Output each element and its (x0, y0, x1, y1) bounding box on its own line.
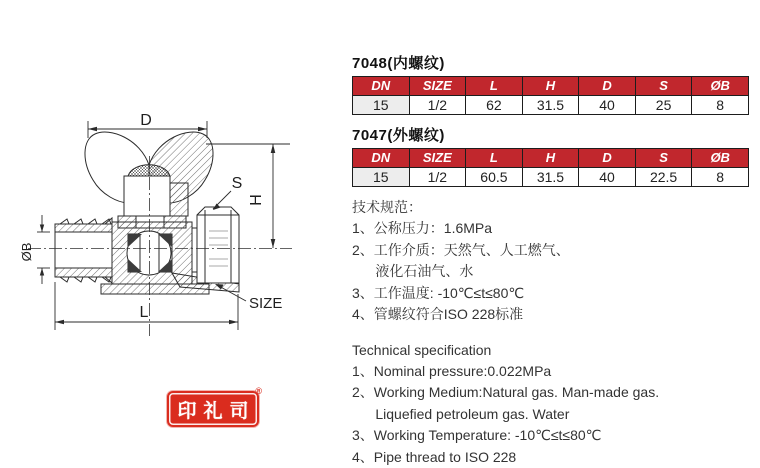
col-header-ob: ØB (692, 77, 749, 96)
col-header-s: S (635, 77, 692, 96)
cell-l: 62 (466, 96, 523, 115)
company-stamp (167, 391, 259, 427)
col-header-d: D (579, 149, 636, 168)
col-header-dn: DN (353, 77, 410, 96)
cell-d: 40 (579, 96, 636, 115)
cell-ob: 8 (692, 168, 749, 187)
dim-label-h: H (248, 194, 265, 206)
spec-section-chinese (352, 197, 749, 326)
cell-dn: 15 (353, 168, 410, 187)
cell-h: 31.5 (522, 168, 579, 187)
table-data-row (353, 96, 749, 115)
cell-dn: 15 (353, 96, 410, 115)
table-title-7047: 7047(外螺纹) (352, 124, 749, 145)
col-header-size: SIZE (409, 77, 466, 96)
col-header-l: L (466, 149, 523, 168)
cell-s: 22.5 (635, 168, 692, 187)
spec-section-english (352, 340, 749, 468)
dim-label-s: S (232, 175, 243, 192)
spec-column (352, 52, 749, 468)
barb-wall-bottom (55, 268, 112, 277)
stamp-text: 印礼司 (170, 396, 255, 423)
spec-heading-en: Technical specification (352, 340, 749, 361)
spec-line: 1、Nominal pressure:0.022MPa (352, 361, 749, 383)
cell-ob: 8 (692, 96, 749, 115)
dim-label-ob: ØB (19, 243, 34, 262)
spec-line: 4、管螺纹符合ISO 228标准 (352, 304, 749, 326)
registered-trademark-icon: ® (255, 386, 262, 396)
cell-l: 60.5 (466, 168, 523, 187)
col-header-size: SIZE (409, 149, 466, 168)
spec-line: 2、Working Medium:Natural gas. Man-made gas. (352, 382, 749, 404)
dim-label-size: SIZE (249, 295, 282, 312)
spec-line: 1、公称压力：1.6MPa (352, 218, 749, 240)
spec-line: 3、Working Temperature: -10℃≤t≤80℃ (352, 425, 749, 447)
spec-line: 4、Pipe thread to ISO 228 (352, 447, 749, 468)
table-header-row (353, 77, 749, 96)
spec-line: 2、工作介质：天然气、人工燃气、 (352, 240, 749, 262)
table-data-row (353, 168, 749, 187)
barb-wall-top (55, 224, 112, 232)
gland-hatched (170, 183, 188, 216)
col-header-l: L (466, 77, 523, 96)
col-header-s: S (635, 149, 692, 168)
cell-size: 1/2 (409, 168, 466, 187)
dim-label-l: L (140, 304, 149, 321)
col-header-h: H (522, 149, 579, 168)
spec-table-7047 (352, 148, 749, 187)
table-header-row (353, 149, 749, 168)
spec-line: 液化石油气、水 (352, 261, 749, 283)
spec-heading-cn: 技术规范： (352, 197, 749, 218)
cell-h: 31.5 (522, 96, 579, 115)
dim-label-d: D (140, 112, 152, 129)
spec-table-7048 (352, 76, 749, 115)
col-header-d: D (579, 77, 636, 96)
spec-line: Liquefied petroleum gas. Water (352, 404, 749, 426)
col-header-dn: DN (353, 149, 410, 168)
col-header-ob: ØB (692, 149, 749, 168)
col-header-h: H (522, 77, 579, 96)
cell-s: 25 (635, 96, 692, 115)
cell-size: 1/2 (409, 96, 466, 115)
table-title-7048: 7048(内螺纹) (352, 52, 749, 73)
cell-d: 40 (579, 168, 636, 187)
spec-line: 3、工作温度: -10℃≤t≤80℃ (352, 283, 749, 305)
valve-drawing (0, 0, 345, 433)
stem-nut (124, 176, 170, 216)
